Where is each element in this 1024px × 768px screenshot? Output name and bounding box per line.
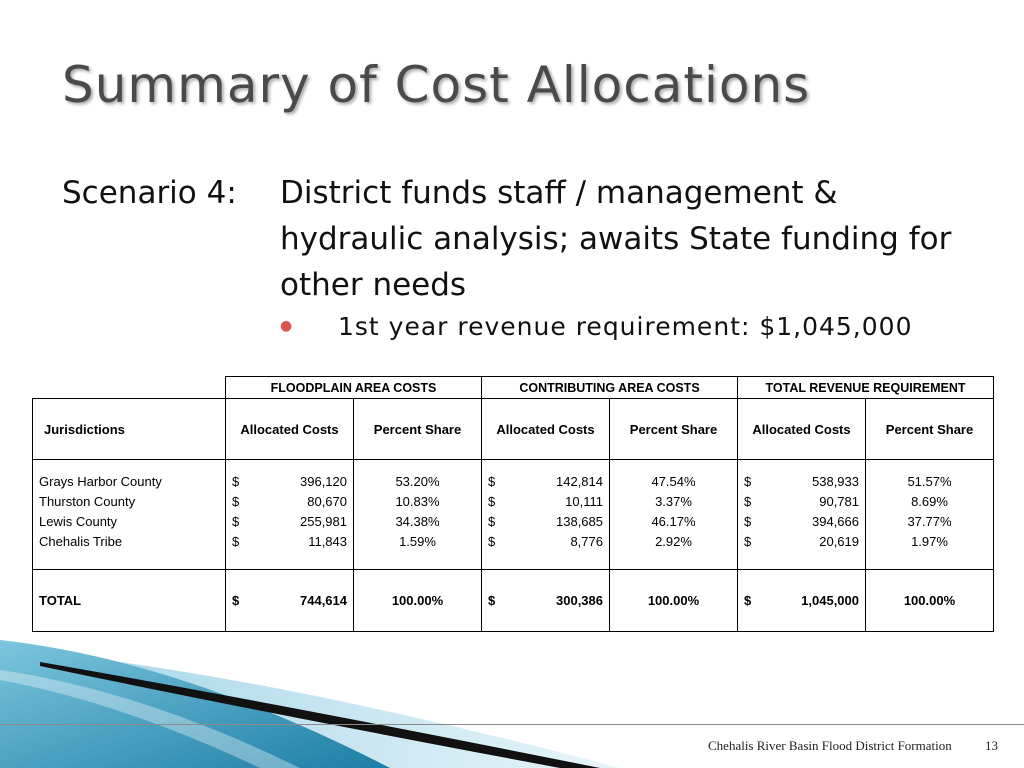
fp-total-percent: 100.00% — [354, 570, 482, 632]
table-row — [33, 471, 994, 491]
currency-sign: $ — [738, 570, 758, 632]
fp-amount: 396,120 — [300, 473, 347, 489]
fp-amount: 255,981 — [300, 513, 347, 529]
table-row — [33, 511, 994, 531]
currency-sign: $ — [226, 511, 246, 531]
ca-amount: 8,776 — [570, 533, 603, 549]
ca-total: 300,386 — [502, 570, 610, 632]
tr-percent: 8.69% — [866, 491, 994, 511]
fp-amount: 80,670 — [307, 493, 347, 509]
total-label: TOTAL — [33, 570, 226, 632]
currency-sign: $ — [482, 471, 502, 491]
tr-amount: 90,781 — [819, 493, 859, 509]
tr-amount: 20,619 — [819, 533, 859, 549]
table-row — [33, 531, 994, 551]
group-header-row — [33, 377, 994, 399]
currency-sign: $ — [482, 531, 502, 551]
fp-amount: 11,843 — [308, 533, 347, 549]
currency-sign: $ — [226, 491, 246, 511]
table-row — [33, 491, 994, 511]
ca-total-percent: 100.00% — [610, 570, 738, 632]
header-tr-allocated: Allocated Costs — [738, 399, 866, 460]
currency-sign: $ — [482, 511, 502, 531]
currency-sign: $ — [482, 570, 502, 632]
ca-percent: 2.92% — [610, 531, 738, 551]
footer-divider — [0, 724, 1024, 725]
column-header-row — [33, 399, 994, 460]
row-name: Thurston County — [33, 491, 226, 511]
currency-sign: $ — [226, 531, 246, 551]
ca-amount: 142,814 — [556, 473, 603, 489]
currency-sign: $ — [482, 491, 502, 511]
tr-percent: 51.57% — [866, 471, 994, 491]
ca-percent: 47.54% — [610, 471, 738, 491]
total-row — [33, 570, 994, 632]
bullet-text: 1st year revenue requirement: $1,045,000 — [338, 312, 913, 341]
tr-amount: 538,933 — [812, 473, 859, 489]
ca-percent: 46.17% — [610, 511, 738, 531]
ca-percent: 3.37% — [610, 491, 738, 511]
row-name: Grays Harbor County — [33, 471, 226, 491]
row-name: Lewis County — [33, 511, 226, 531]
currency-sign: $ — [226, 570, 246, 632]
scenario-text: District funds staff / management & hydraulic analysis; awaits State funding for other needs — [280, 175, 952, 303]
fp-percent: 1.59% — [354, 531, 482, 551]
header-fp-percent: Percent Share — [354, 399, 482, 460]
currency-sign: $ — [226, 471, 246, 491]
currency-sign: $ — [738, 491, 758, 511]
header-jurisdictions: Jurisdictions — [33, 399, 226, 460]
header-fp-allocated: Allocated Costs — [226, 399, 354, 460]
header-tr-percent: Percent Share — [866, 399, 994, 460]
ca-amount: 10,111 — [565, 493, 603, 509]
cost-allocation-table — [32, 376, 994, 632]
currency-sign: $ — [738, 531, 758, 551]
ca-amount: 138,685 — [556, 513, 603, 529]
footer-text: Chehalis River Basin Flood District Formation — [708, 738, 952, 753]
header-ca-percent: Percent Share — [610, 399, 738, 460]
currency-sign: $ — [738, 511, 758, 531]
group-floodplain: FLOODPLAIN AREA COSTS — [226, 377, 482, 399]
decorative-swoosh-graphic — [0, 640, 620, 768]
tr-total-percent: 100.00% — [866, 570, 994, 632]
fp-percent: 53.20% — [354, 471, 482, 491]
page-number: 13 — [985, 738, 998, 753]
group-total-revenue: TOTAL REVENUE REQUIREMENT — [738, 377, 994, 399]
group-contributing: CONTRIBUTING AREA COSTS — [482, 377, 738, 399]
fp-total: 744,614 — [246, 570, 354, 632]
fp-percent: 34.38% — [354, 511, 482, 531]
tr-total: 1,045,000 — [758, 570, 866, 632]
fp-percent: 10.83% — [354, 491, 482, 511]
header-ca-allocated: Allocated Costs — [482, 399, 610, 460]
tr-percent: 37.77% — [866, 511, 994, 531]
currency-sign: $ — [738, 471, 758, 491]
tr-percent: 1.97% — [866, 531, 994, 551]
bullet-dot-icon: ● — [280, 318, 293, 334]
scenario-label: Scenario 4: — [62, 175, 237, 211]
tr-amount: 394,666 — [812, 513, 859, 529]
row-name: Chehalis Tribe — [33, 531, 226, 551]
slide-title: Summary of Cost Allocations — [62, 56, 811, 114]
